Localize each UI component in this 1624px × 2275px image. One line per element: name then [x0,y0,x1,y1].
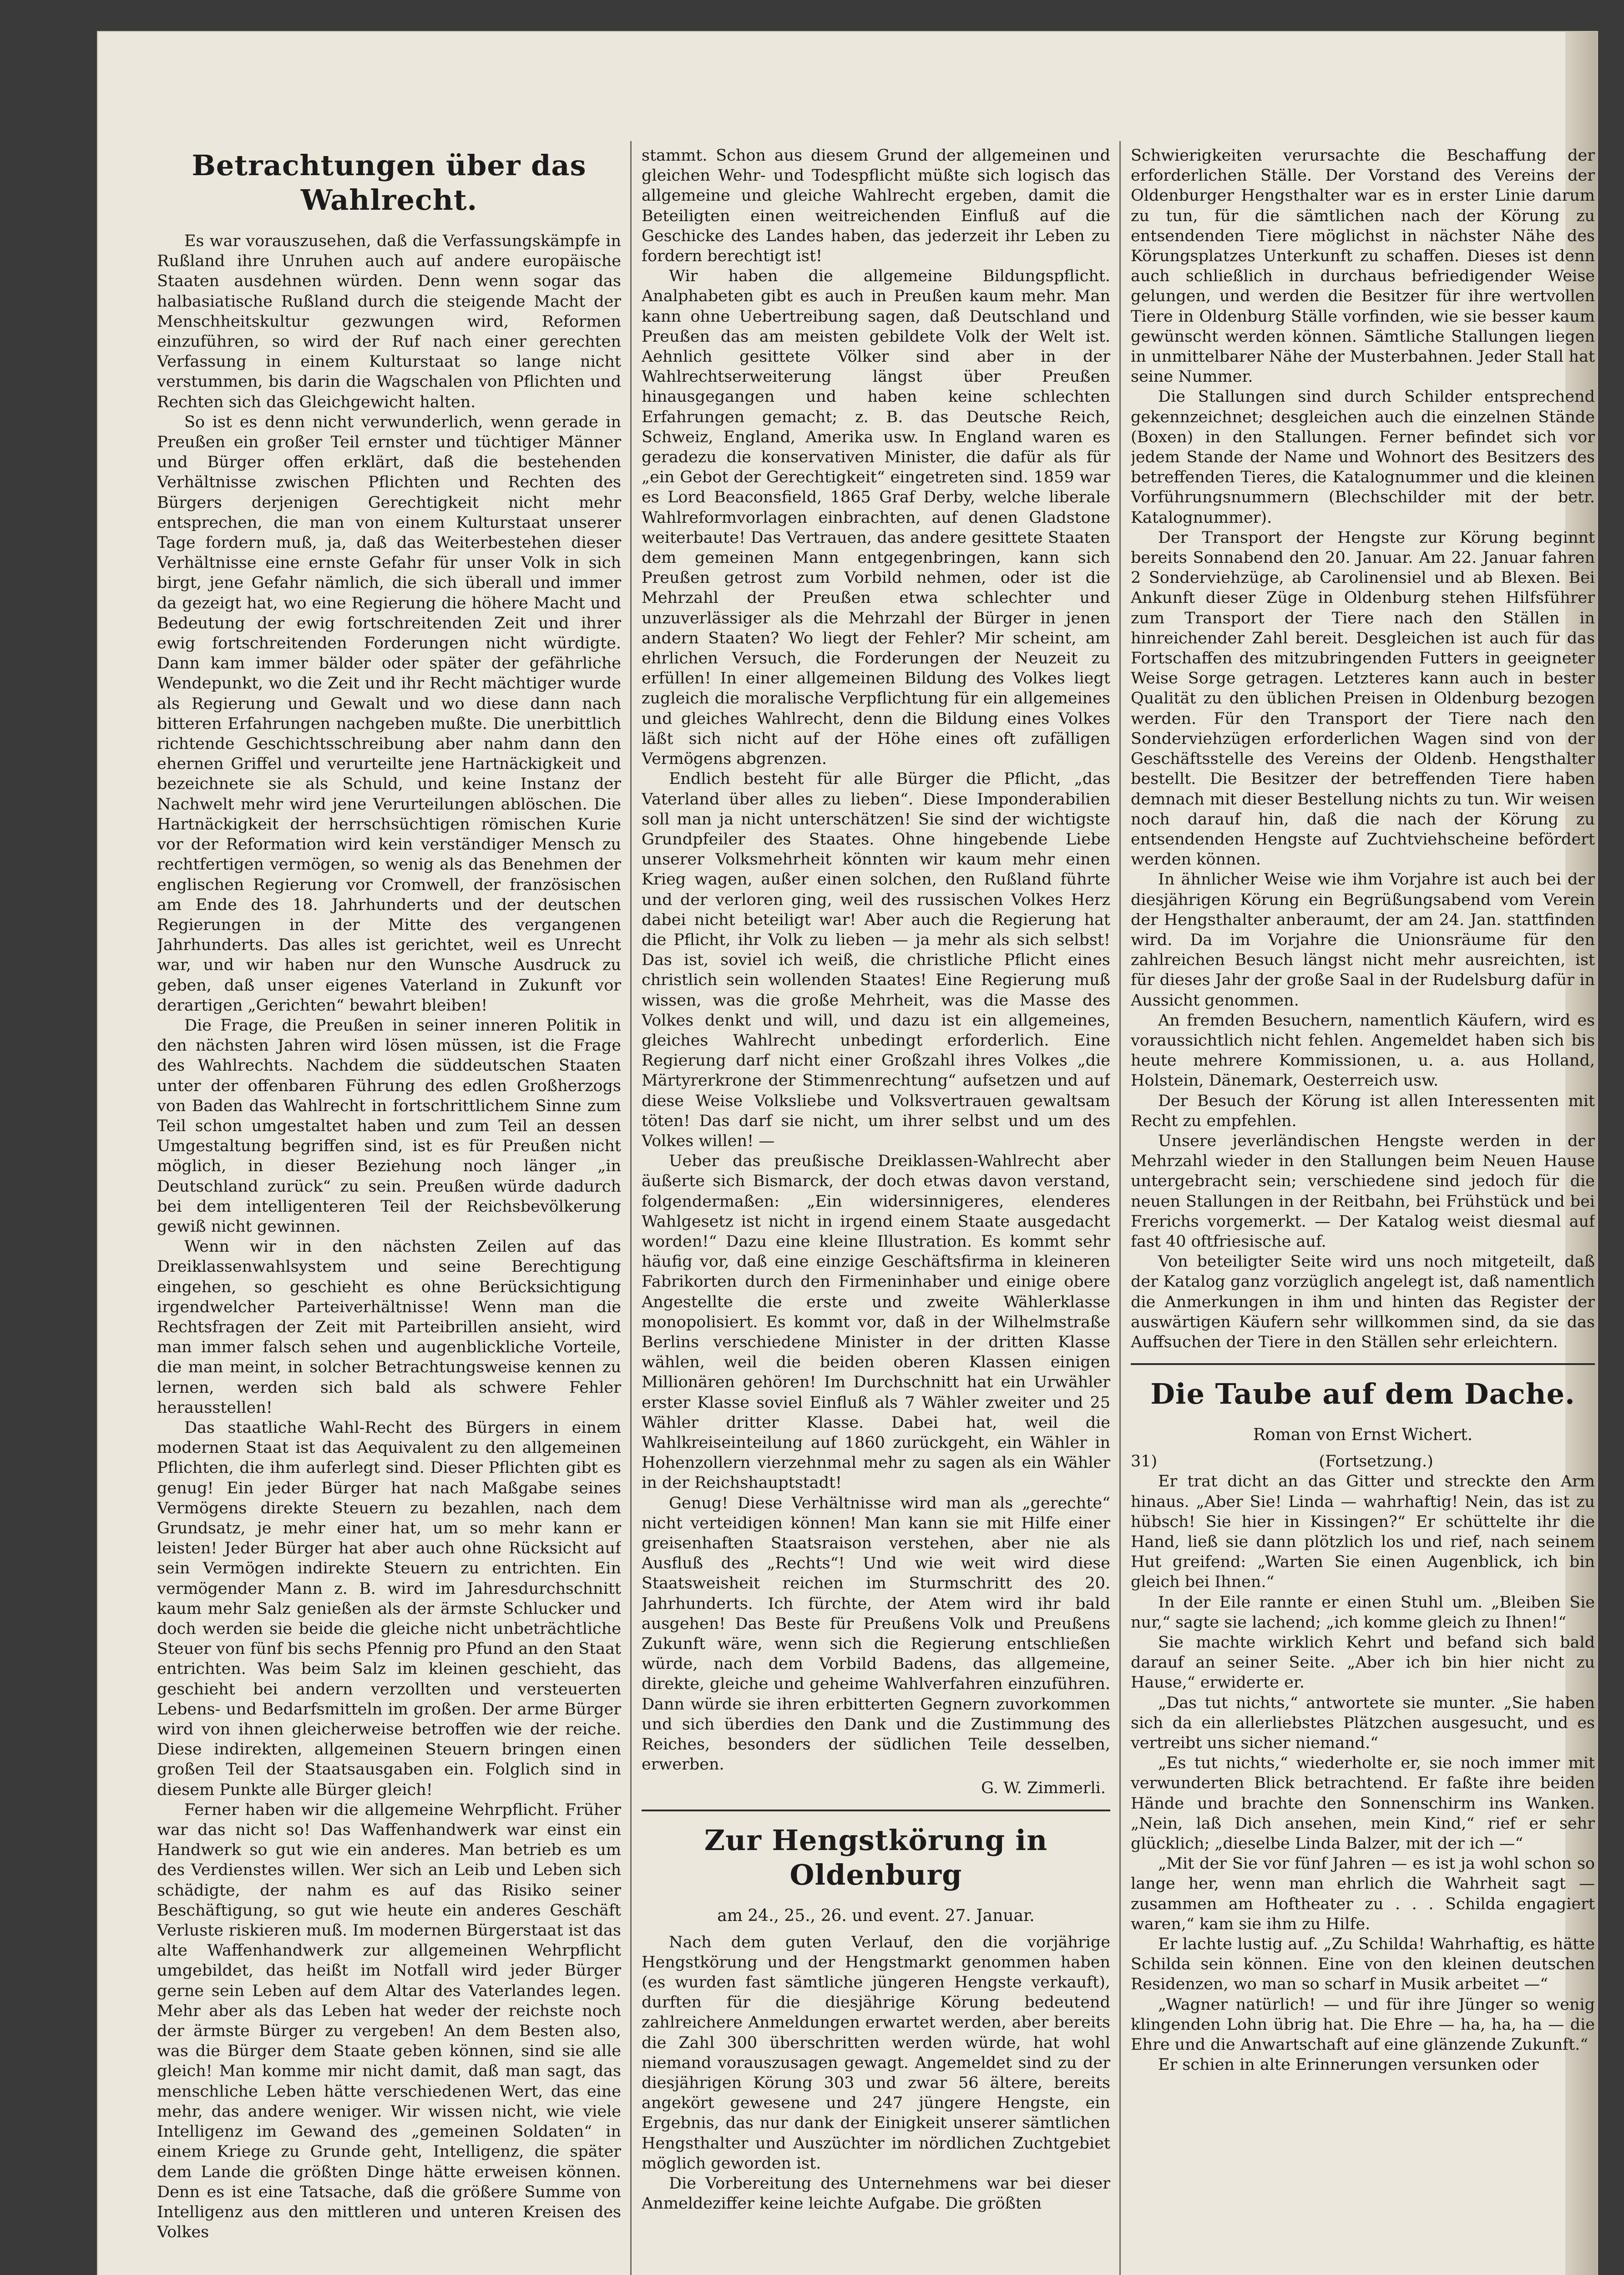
paragraph: „Mit der Sie vor fünf Jahren — es ist ja wohl schon so lange her, wenn man ehrlich die Wahrheit sagt — zusammen am Hoftheater zu . . . Schilda engagiert waren,“ kam sie ihm zu Hilfe. [1131,1855,1595,1933]
paragraph: Wir haben die allgemeine Bildungspflicht. Analphabeten gibt es auch in Preußen kaum mehr. Man kann ohne Uebertreibung sagen, daß Deutschland und Preußen das am meisten gebildete Volk der Welt ist. Aehnlich gesittete Völker sind aber in der Wahlrechtserweiterung längst über Preußen hinausgegangen und haben keine schlechten Erfahrungen gemacht; z. B. das Deutsche Reich, Schweiz, England, Amerika usw. In England waren es geradezu die konservativen Minister, die dafür als für „ein Gebot der Gerechtigkeit“ eingetreten sind. 1859 war es Lord Beaconsfield, 1865 Graf Derby, welche liberale Wahlreformvorlagen einbrachten, auf denen Gladstone weiterbaute! Das Vertrauen, das andere gesittete Staaten dem gemeinen Mann entgegenbringen, kann sich Preußen getrost zum Vorbild nehmen, oder ist die Mehrzahl der Preußen etwa schlechter und unzuverlässiger als die Mehrzahl der Bürger in jenen andern Staaten? Wo liegt der Fehler? Mir scheint, am ehrlichen Versuch, die Forderungen der Neuzeit zu erfüllen! In einer allgemeinen Bildung des Volkes liegt zugleich die moralische Verpflichtung für ein allgemeines und gleiches Wahlrecht, denn die Bildung eines Volkes läßt sich nicht auf der Höhe eines oft zufälligen Vermögens abgrenzen. [642,267,1110,768]
paragraph: So ist es denn nicht verwunderlich, wenn gerade in Preußen ein großer Teil ernster und tüchtiger Männer und Bürger offen erklärt, daß die bestehenden Verhältnisse zwischen Pflichten und Rechten des Bürgers derjenigen Gerechtigkeit nicht mehr entsprechen, die man von einem Kulturstaat unserer Tage fordern muß, ja, daß das Weiterbestehen dieser Verhältnisse eine ernste Gefahr für unser Volk in sich birgt, jene Gefahr nämlich, die sich überall und immer da gezeigt hat, wo eine Regierung die höhere Macht und Bedeutung der ewig fortschreitenden Zeit und ihrer ewig fortschreitenden Forderungen nicht würdigte. Dann kam immer bälder oder später der gefährliche Wendepunkt, wo die Zeit und ihr Recht mächtiger wurde als Regierung und Gewalt und wo diese dann nach bitteren Erfahrungen nachgeben mußte. Die unerbittlich richtende Geschichtsschreibung aber nahm dann den ehernen Griffel und verurteilte jene Hartnäckigkeit und bezeichnete sie als Schuld, und keine Instanz der Nachwelt mehr wird jene Verurteilungen ablöschen. Die Hartnäckigkeit der herrschsüchtigen römischen Kurie vor der Reformation wird kein verständiger Mensch zu rechtfertigen vermögen, so wenig als das Benehmen der englischen Regierung vor Cromwell, der französischen am Ende des 18. Jahrhunderts und der deutschen Regierungen in der Mitte des vergangenen Jahrhunderts. Das alles ist gerichtet, weil es Unrecht war, und wir haben nur den Wunsche Ausdruck zu geben, daß unser eigenes Vaterland in Zukunft vor derartigen „Gerichten“ bewahrt bleiben! [157,413,621,1015]
installment-number: 31) [1131,1452,1158,1471]
paragraph: Die Vorbereitung des Unternehmens war bei dieser Anmeldeziffer keine leichte Aufgabe. Die größten [642,2174,1110,2213]
paragraph: Endlich besteht für alle Bürger die Pflicht, „das Vaterland über alles zu lieben“. Diese Imponderabilien soll man ja nicht unterschätzen! Sie sind der wichtigste Grundpfeiler des Staates. Ohne hingebende Liebe unserer Volksmehrheit könnten wir kaum mehr einen Krieg wagen, außer einen solchen, den Rußland führte und der verloren ging, weil des russischen Volkes Herz dabei nicht beteiligt war! Aber auch die Regierung hat die Pflicht, ihr Volk zu lieben — ja mehr als sich selbst! Das ist, soviel ich weiß, die christliche Pflicht eines christlich sein wollenden Staates! Eine Regierung muß wissen, was die große Mehrheit, was die Masse des Volkes denkt und will, und dazu ist ein allgemeines, gleiches Wahlrecht unbedingt erforderlich. Eine Regierung darf nicht einer Großzahl ihres Volkes „die Märtyrerkrone der Stimmenrechtung“ aufsetzen und auf diese Weise Volksliebe und Volksvertrauen gewaltsam töten! Das darf sie nicht, um ihrer selbst und um des Volkes willen! — [642,770,1110,1150]
newspaper-page [98,32,1597,2275]
paragraph: Ferner haben wir die allgemeine Wehrpflicht. Früher war das nicht so! Das Waffenhandwerk war einst ein Handwerk so gut wie ein anderes. Man betrieb es um des Verdienstes willen. Wer sich an Leib und Leben sich schädigte, der nahm es auf das Risiko seiner Beschäftigung, so gut wie heute ein anderes Geschäft Verluste riskieren muß. Im modernen Bürgerstaat ist das alte Waffenhandwerk zur allgemeinen Wehrpflicht umgebildet, das heißt im Notfall wird jeder Bürger gerne sein Leben auf dem Altar des Vaterlandes legen. Mehr aber als das Leben hat weder der reichste noch der ärmste Bürger zu vergeben! An dem Besten also, was die Bürger dem Staate geben können, sind sie alle gleich! Man komme mir nicht damit, daß man sagt, das menschliche Leben hätte verschiedenen Wert, das eine mehr, das andere weniger. Wir wissen nicht, wie viele Intelligenz im Gewand des „gemeinen Soldaten“ in einem Kriege zu Grunde geht, Intelligenz, die später dem Lande die größten Dinge hätte erweisen können. Denn es ist eine Tatsache, daß die größere Summe von Intelligenz aus den mittleren und unteren Kreisen des Volkes [157,1800,621,2242]
column-rule [1119,141,1121,2275]
column-1 [157,146,621,2275]
paragraph: Er lachte lustig auf. „Zu Schilda! Wahrhaftig, es hätte Schilda sein können. Eine von den kleinen deutschen Residenzen, wo man so scharf in Musik arbeitet —“ [1131,1935,1595,1994]
paragraph: Schwierigkeiten verursachte die Beschaffung der erforderlichen Ställe. Der Vorstand des Vereins der Oldenburger Hengsthalter war es in erster Linie darum zu tun, für die sämtlichen nach der Körung zu entsendenden Tiere möglichst in nächster Nähe des Körungsplatzes Unterkunft zu schaffen. Dieses ist denn auch schließlich in durchaus befriedigender Weise gelungen, und werden die Besitzer für ihre wertvollen Tiere in Oldenburg Ställe vorfinden, wie sie besser kaum gewünscht werden können. Sämtliche Stallungen liegen in unmittelbarer Nähe der Musterbahnen. Jeder Stall hat seine Nummer. [1131,147,1595,386]
paragraph: In ähnlicher Weise wie ihm Vorjahre ist auch bei der diesjährigen Körung ein Begrüßungsabend vom Verein der Hengsthalter anberaumt, der am 24. Jan. stattfinden wird. Da im Vorjahre die Unionsräume für den zahlreichen Besuch längst nicht mehr ausreichten, ist für dieses Jahr der große Saal in der Rudelsburg dafür in Aussicht genommen. [1131,870,1595,1010]
paragraph: Von beteiligter Seite wird uns noch mitgeteilt, daß der Katalog ganz vorzüglich angelegt ist, daß namentlich die Anmerkungen in ihm und hinten das Register der auswärtigen Käufern sehr willkommen sind, da sie das Auffsuchen der Tiere in den Ställen sehr erleichtern. [1131,1253,1595,1351]
column-2 [642,146,1110,2275]
novel-byline: Roman von Ernst Wichert. [1253,1426,1473,1445]
column-rule [630,141,632,2275]
paragraph: „Wagner natürlich! — und für ihre Jünger so wenig klingenden Lohn übrig hat. Die Ehre — ha, ha, ha — die Ehre und die Anwartschaft auf eine glänzende Zukunft.“ [1131,1995,1595,2054]
paragraph: Es war vorauszusehen, daß die Verfassungskämpfe in Rußland ihre Unruhen auch auf andere europäische Staaten ausdehnen würden. Denn wenn sogar das halbasiatische Rußland durch die steigende Macht der Menschheitskultur gezwungen wird, Reformen einzuführen, so wird der Ruf nach einer gerechten Verfassung in einem Kulturstaat so lange nicht verstummen, bis darin die Wagschalen von Pflichten und Rechten sich das Gleichgewicht halten. [157,232,621,411]
article-hengstkoerung-dates: am 24., 25., 26. und event. 27. Januar. [717,1906,1035,1925]
paragraph: Der Besuch der Körung ist allen Interessenten mit Recht zu empfehlen. [1131,1092,1595,1130]
novel-title: Die Taube auf dem Dache. [1150,1377,1575,1411]
column-3 [1131,146,1595,2275]
paragraph: Unsere jeverländischen Hengste werden in der Mehrzahl wieder in den Stallungen beim Neuen Hause untergebracht sein; verschiedene sind jedoch für die neuen Stallungen in der Reitbahn, bei Frühstück und bei Frerichs vorgemerkt. — Der Katalog weist diesmal auf fast 40 oftfriesische auf. [1131,1132,1595,1251]
paragraph: „Es tut nichts,“ wiederholte er, sie noch immer mit verwunderten Blick betrachtend. Er faßte ihre beiden Hände und brachte den Sonnenschirm ins Wanken. „Nein, laß Dich ansehen, mein Kind,“ rief er sehr glücklich; „dieselbe Linda Balzer, mit der ich —“ [1131,1754,1595,1853]
paragraph: An fremden Besuchern, namentlich Käufern, wird es voraussichtlich nicht fehlen. Angemeldet haben sich bis heute mehrere Kommissionen, u. a. aus Holland, Holstein, Dänemark, Oesterreich usw. [1131,1011,1595,1090]
continuation-note: (Fortsetzung.) [1319,1452,1433,1471]
author-signature: G. W. Zimmerli. [981,1779,1106,1798]
paragraph: In der Eile rannte er einen Stuhl um. „Bleiben Sie nur,“ sagte sie lachend; „ich komme gleich zu Ihnen!“ [1131,1593,1595,1632]
paragraph: Er trat dicht an das Gitter und streckte den Arm hinaus. „Aber Sie! Linda — wahrhaftig! Nein, das ist zu hübsch! Sie hier in Kissingen?“ Er schüttelte ihr die Hand, ließ sie dann plötzlich los und rief, nach seinem Hut greifend: „Warten Sie einen Augenblick, ich bin gleich bei Ihnen.“ [1131,1472,1595,1592]
paragraph: Wenn wir in den nächsten Zeilen auf das Dreiklassenwahlsystem und seine Berechtigung eingehen, so geschieht es ohne Berücksichtigung irgendwelcher Parteiverhältnisse! Wenn man die Rechtsfragen der Zeit mit Parteibrillen ansieht, wird man immer falsch sehen und augenblickliche Vorteile, die man meint, in solcher Betrachtungsweise kennen zu lernen, werden sich bald als schwere Fehler herausstellen! [157,1238,621,1417]
section-divider [642,1810,1110,1811]
paragraph: Die Frage, die Preußen in seiner inneren Politik in den nächsten Jahren wird lösen müssen, ist die Frage des Wahlrechts. Nachdem die süddeutschen Staaten unter der offenbaren Führung des edlen Großherzogs von Baden das Wahlrecht in fortschrittlichem Sinne zum Teil schon umgestaltet haben und zum Teil an dessen Umgestaltung begriffen sind, ist es für Preußen nicht möglich, in dieser Beziehung noch länger „in Deutschland zurück“ zu sein. Preußen würde dadurch bei dem intelligenteren Teil der Reichsbevölkerung gewiß nicht gewinnen. [157,1016,621,1236]
paragraph: Das staatliche Wahl-Recht des Bürgers in einem modernen Staat ist das Aequivalent zu den allgemeinen Pflichten, die ihm auferlegt sind. Dieser Pflichten gibt es genug! Ein jeder Bürger hat nach Maßgabe seines Vermögens direkte Steuern zu bezahlen, nach dem Grundsatz, je mehr einer hat, um so mehr kann er leisten! Jeder Bürger hat aber auch ohne Rücksicht auf sein Vermögen indirekte Steuern zu entrichten. Ein vermögender Mann z. B. wird im Jahresdurchschnitt kaum mehr Salz genießen als der ärmste Schlucker und doch werden sie beide die gleiche nicht unbeträchtliche Steuer von fünf bis sechs Pfennig pro Pfund an den Staat entrichten. Was beim Salz im kleinen geschieht, das geschieht bei andern verzollten und versteuerten Lebens- und Bedarfsmitteln im großen. Der arme Bürger wird von ihnen gleicherweise betroffen wie der reiche. Diese indirekten, allgemeinen Steuern bringen einen großen Teil der Staatsausgaben ein. Folglich sind in diesem Punkte alle Bürger gleich! [157,1418,621,1799]
paragraph: Er schien in alte Erinnerungen versunken oder [1158,2056,1539,2074]
article-hengstkoerung-title: Zur Hengstkörung in Oldenburg [704,1823,1048,1891]
section-divider [1131,1363,1595,1365]
paragraph: Nach dem guten Verlauf, den die vorjährige Hengstkörung und der Hengstmarkt genommen haben (es wurden fast sämtliche jüngeren Hengste verkauft), durften für die diesjährige Körung bedeutend zahlreichere Anmeldungen erwartet werden, aber bereits die Zahl 300 überschritten werden würde, hat wohl niemand vorauszusagen gewagt. Angemeldet sind zu der diesjährigen Körung 303 und zwar 56 ältere, bereits angekört gewesene und 247 jüngere Hengste, ein Ergebnis, das nur dank der Einigkeit unserer sämtlichen Hengsthalter und Auszüchter im nördlichen Zuchtgebiet möglich geworden ist. [642,1933,1110,2173]
article-wahlrecht-title: Betrachtungen über das Wahlrecht. [192,149,587,217]
paragraph: Der Transport der Hengste zur Körung beginnt bereits Sonnabend den 20. Januar. Am 22. Januar fahren 2 Sonderviehzüge, ab Carolinensiel und ab Blexen. Bei Ankunft dieser Züge in Oldenburg stehen Hilfsführer zum Transport der Tiere nach den Ställen in hinreichender Zahl bereit. Desgleichen ist auch für das Fortschaffen des mitzubringenden Futters in geeigneter Weise Sorge getragen. Letzteres kann auch in bester Qualität zu den üblichen Preisen in Oldenburg bezogen werden. Für den Transport der Tiere nach den Sonderviehzügen erforderlichen Wagen sind von der Geschäftsstelle des Vereins der Oldenb. Hengsthalter bestellt. Die Besitzer der betreffenden Tiere haben demnach mit dieser Bestellung nichts zu tun. Wir weisen noch darauf hin, daß die nach der Körung zu entsendenden Hengste auf Zuchtviehscheine befördert werden können. [1131,528,1595,869]
paragraph: Sie machte wirklich Kehrt und befand sich bald darauf an seiner Seite. „Aber ich bin hier nicht zu Hause,“ erwiderte er. [1131,1633,1595,1692]
paragraph: stammt. Schon aus diesem Grund der allgemeinen und gleichen Wehr- und Todespflicht müßte sich logisch das allgemeine und gleiche Wahlrecht ergeben, damit die Beteiligten einen weitreichenden Einfluß auf die Geschicke des Landes haben, das jederzeit ihr Leben zu fordern berechtigt ist! [642,147,1110,266]
novel-installment [1131,1451,1595,1471]
paragraph: Die Stallungen sind durch Schilder entsprechend gekennzeichnet; desgleichen auch die einzelnen Stände (Boxen) in den Stallungen. Ferner befindet sich vor jedem Stande der Name und Wohnort des Besitzers des betreffenden Tieres, die Katalognummer und die kleinen Vorführungsnummern (Blechschilder mit der betr. Katalognummer). [1131,388,1595,527]
paragraph: Genug! Diese Verhältnisse wird man als „gerechte“ nicht verteidigen können! Man kann sie mit Hilfe einer greisenhaften Staatsraison verstehen, aber nie als Ausfluß des „Rechts“! Und wie weit wird diese Staatsweisheit reichen im Sturmschritt des 20. Jahrhunderts. Ich fürchte, der Atem wird ihr bald ausgehen! Das Beste für Preußens Volk und Preußens Zukunft wäre, wenn sich die Regierung entschließen würde, nach dem Vorbild Badens, das allgemeine, direkte, gleiche und geheime Wahlverfahren einzuführen. Dann würde sie ihren erbitterten Gegnern zuvorkommen und sich überdies den Dank und die Zustimmung des Reiches, besonders der südlichen Teile desselben, erwerben. [642,1494,1110,1774]
paragraph: Ueber das preußische Dreiklassen-Wahlrecht aber äußerte sich Bismarck, der doch etwas davon verstand, folgendermaßen: „Ein widersinnigeres, elenderes Wahlgesetz ist nicht in irgend einem Staate ausgedacht worden!“ Dazu eine kleine Illustration. Es kommt sehr häufig vor, daß eine einzige Geschäftsfirma in kleineren Fabrikorten durch den Firmeninhaber und einige obere Angestellte die erste und zweite Wählerklasse monopolisiert. Es kommt vor, daß in der Wilhelmstraße Berlins verschiedene Minister in der dritten Klasse wählen, weil die beiden oberen Klassen einigen Millionären gehören! Im Durchschnitt hat ein Urwähler erster Klasse soviel Einfluß als 7 Wähler zweiter und 25 Wähler dritter Klasse. Dabei hat, weil die Wahlkreiseinteilung auf 1860 zurückgeht, ein Wähler in Hohenzollern vierzehnmal mehr zu sagen als ein Wähler in der Reichshauptstadt! [642,1152,1110,1492]
paragraph: „Das tut nichts,“ antwortete sie munter. „Sie haben sich da ein allerliebstes Plätzchen ausgesucht, und es vertreibt uns sicher niemand.“ [1131,1694,1595,1753]
